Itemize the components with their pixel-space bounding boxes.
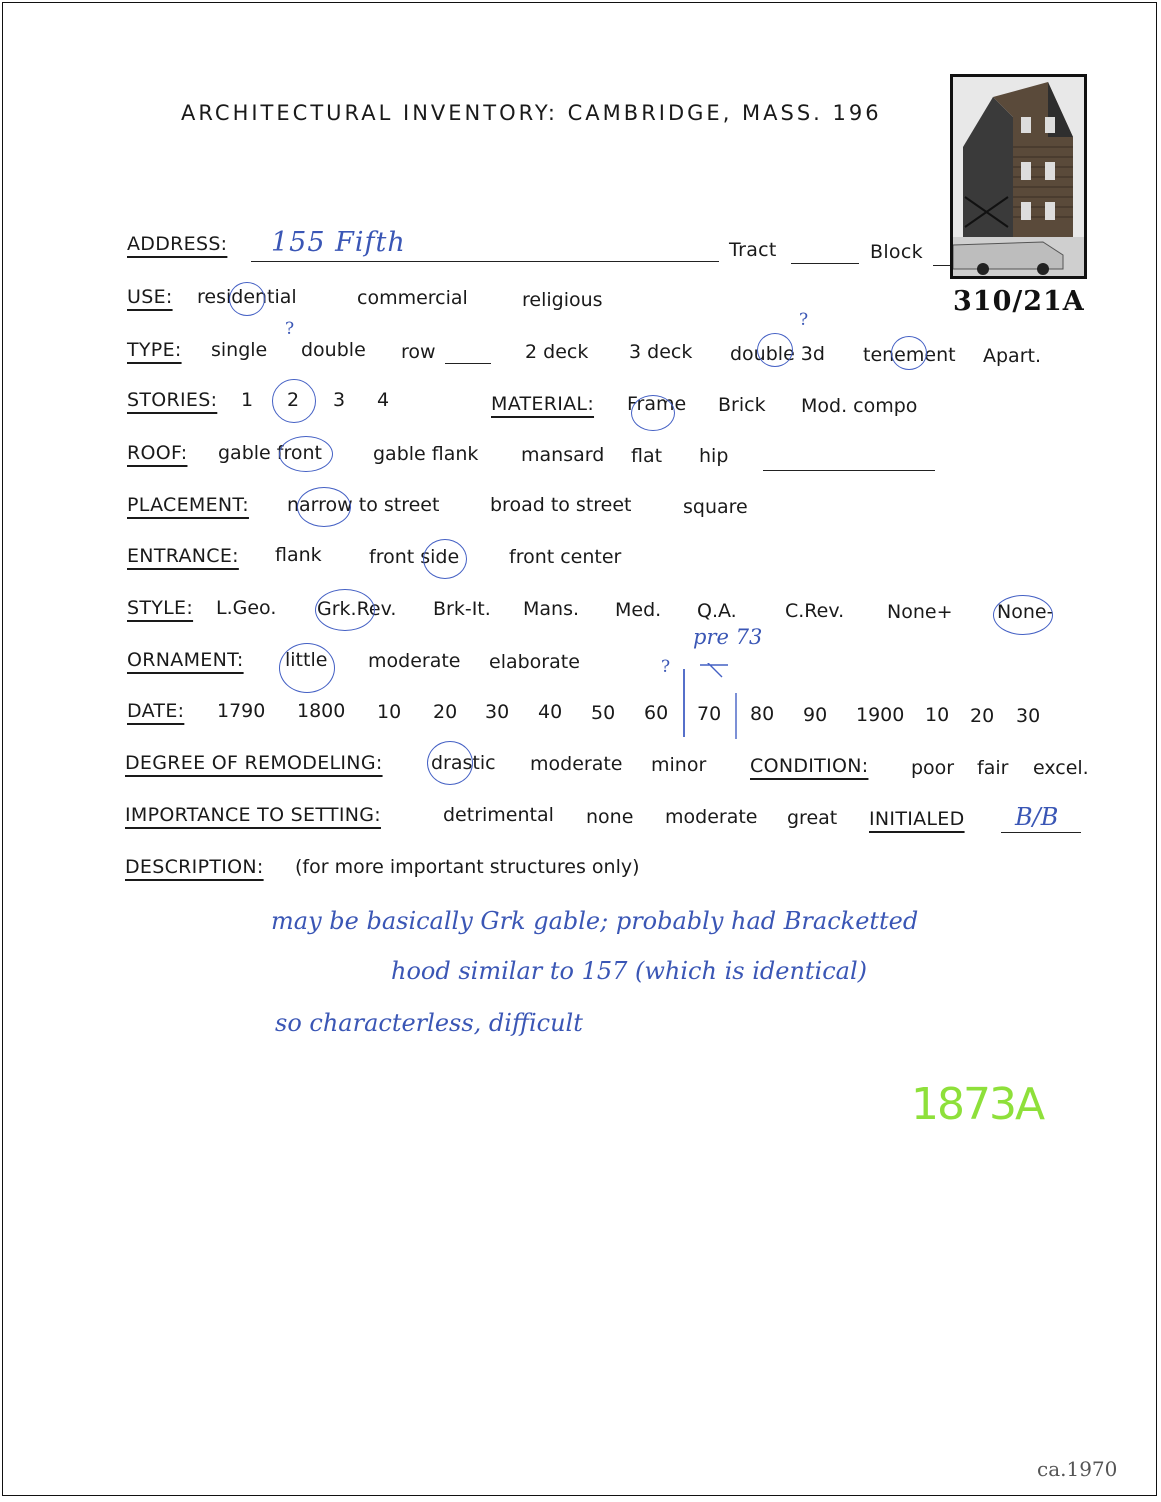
roof-other-line xyxy=(763,470,935,471)
initialed-label: INITIALED xyxy=(869,808,965,830)
roof-selection-circle xyxy=(279,436,333,472)
date-option: 1900 xyxy=(856,704,905,726)
date-option: 10 xyxy=(925,704,950,726)
date-option: 90 xyxy=(803,704,828,726)
date-option: 20 xyxy=(970,705,995,727)
ornament-option-little: little xyxy=(285,649,328,671)
stories-option-1: 1 xyxy=(241,389,254,411)
building-photo xyxy=(950,74,1087,279)
form-title: ARCHITECTURAL INVENTORY: CAMBRIDGE, MASS. 196 xyxy=(181,101,882,125)
date-range-marks xyxy=(678,663,738,743)
description-line: may be basically Grk gable; probably had Bracketted xyxy=(271,907,919,935)
type-label: TYPE: xyxy=(127,339,182,361)
style-selection-circle xyxy=(315,589,375,631)
block-label: Block xyxy=(870,241,923,263)
importance-option-none: none xyxy=(586,806,634,828)
style-option-qa: Q.A. xyxy=(697,600,737,622)
stories-option-3: 3 xyxy=(333,389,346,411)
type-option-tenement: tenement xyxy=(863,344,956,366)
entrance-label: ENTRANCE: xyxy=(127,545,239,567)
question-mark-icon: ? xyxy=(661,657,671,677)
type-option-single: single xyxy=(211,339,268,361)
roof-option-mansard: mansard xyxy=(521,444,605,466)
entrance-option-front-center: front center xyxy=(509,546,622,568)
roof-label: ROOF: xyxy=(127,442,188,464)
type-option-double: double xyxy=(301,339,366,361)
date-option: 70 xyxy=(697,703,722,725)
stories-option-4: 4 xyxy=(377,389,390,411)
use-option-religious: religious xyxy=(522,289,603,311)
importance-label: IMPORTANCE TO SETTING: xyxy=(125,804,381,826)
description-line: hood similar to 157 (which is identical) xyxy=(391,957,868,985)
style-option-none-minus: None- xyxy=(997,601,1054,623)
type-row-line xyxy=(445,363,491,364)
description-label: DESCRIPTION: xyxy=(125,856,264,878)
type-option-double3d: double 3d xyxy=(730,343,825,365)
green-date-note: 1873A xyxy=(911,1079,1044,1130)
style-option-none-plus: None+ xyxy=(887,601,953,623)
use-option-residential: residential xyxy=(197,286,297,308)
condition-label: CONDITION: xyxy=(750,755,869,777)
address-line xyxy=(251,261,719,262)
ornament-date-note: pre 73 xyxy=(693,625,763,649)
date-option: 1800 xyxy=(297,700,346,722)
date-option: 60 xyxy=(644,702,669,724)
style-option-lgeo: L.Geo. xyxy=(216,597,277,619)
initialed-line xyxy=(1001,832,1081,833)
block-line xyxy=(933,265,950,266)
condition-option-poor: poor xyxy=(911,757,955,779)
stories-option-2: 2 xyxy=(287,389,300,411)
remodeling-label: DEGREE OF REMODELING: xyxy=(125,752,383,774)
style-selection-circle xyxy=(993,595,1053,635)
stories-label: STORIES: xyxy=(127,389,218,411)
date-option: 1790 xyxy=(217,700,266,722)
remodeling-option-moderate: moderate xyxy=(530,753,623,775)
tract-line xyxy=(791,263,859,264)
address-value: 155 Fifth xyxy=(271,227,406,258)
building-photo-image xyxy=(953,77,1084,276)
date-label: DATE: xyxy=(127,700,185,722)
condition-option-fair: fair xyxy=(977,757,1009,779)
placement-option-broad: broad to street xyxy=(490,494,632,516)
remodeling-selection-circle xyxy=(427,741,473,785)
style-option-crev: C.Rev. xyxy=(785,600,845,622)
placement-option-narrow: narrow to street xyxy=(287,494,440,516)
entrance-selection-circle xyxy=(423,539,467,579)
type-option-3deck: 3 deck xyxy=(629,341,693,363)
material-option-brick: Brick xyxy=(718,394,766,416)
style-option-med: Med. xyxy=(615,599,662,621)
date-option: 50 xyxy=(591,702,616,724)
style-label: STYLE: xyxy=(127,597,194,619)
tract-label: Tract xyxy=(729,239,777,261)
type-selection-circle xyxy=(757,333,793,367)
roof-option-gable-flank: gable flank xyxy=(373,443,479,465)
date-option: 80 xyxy=(750,703,775,725)
condition-option-excel: excel. xyxy=(1033,757,1089,779)
date-option: 30 xyxy=(485,701,510,723)
date-option: 40 xyxy=(538,701,563,723)
entrance-option-flank: flank xyxy=(275,544,322,566)
style-option-brkit: Brk-It. xyxy=(433,598,491,620)
placement-label: PLACEMENT: xyxy=(127,494,249,516)
importance-option-detrimental: detrimental xyxy=(443,804,554,826)
use-label: USE: xyxy=(127,286,173,308)
type-option-row: row xyxy=(401,341,436,363)
date-option: 10 xyxy=(377,701,402,723)
material-option-frame: Frame xyxy=(627,393,687,415)
initialed-value: B/B xyxy=(1015,803,1059,831)
question-mark-icon: ? xyxy=(799,310,809,330)
importance-option-great: great xyxy=(787,807,838,829)
material-label: MATERIAL: xyxy=(491,393,595,415)
description-hint: (for more important structures only) xyxy=(295,856,640,878)
material-selection-circle xyxy=(631,395,675,431)
roof-option-flat: flat xyxy=(631,445,663,467)
date-option: 20 xyxy=(433,701,458,723)
type-option-apart: Apart. xyxy=(983,345,1042,367)
ornament-option-elaborate: elaborate xyxy=(489,651,580,673)
use-selection-circle xyxy=(229,282,265,316)
address-label: ADDRESS: xyxy=(127,233,228,255)
block-number: 310/21A xyxy=(953,286,1085,317)
footer-date: ca.1970 xyxy=(1037,1457,1118,1481)
placement-selection-circle xyxy=(297,487,351,527)
placement-option-square: square xyxy=(683,496,748,518)
ornament-option-moderate: moderate xyxy=(368,650,461,672)
ornament-label: ORNAMENT: xyxy=(127,649,244,671)
description-line: so characterless, difficult xyxy=(275,1009,583,1037)
style-option-mans: Mans. xyxy=(523,598,580,620)
entrance-option-front-side: front side xyxy=(369,546,460,568)
remodeling-option-minor: minor xyxy=(651,754,707,776)
inventory-form xyxy=(2,2,1157,1496)
type-selection-circle xyxy=(891,336,927,370)
material-option-mod-compo: Mod. compo xyxy=(801,395,918,417)
question-mark-icon: ? xyxy=(285,319,295,339)
roof-option-hip: hip xyxy=(699,445,729,467)
importance-option-moderate: moderate xyxy=(665,806,758,828)
roof-option-gable-front: gable front xyxy=(218,442,322,464)
style-option-grkrev: Grk.Rev. xyxy=(317,598,397,620)
type-option-2deck: 2 deck xyxy=(525,341,589,363)
stories-selection-circle xyxy=(272,379,316,423)
use-option-commercial: commercial xyxy=(357,287,468,309)
remodeling-option-drastic: drastic xyxy=(431,752,496,774)
ornament-selection-circle xyxy=(279,643,335,693)
date-option: 30 xyxy=(1016,705,1041,727)
